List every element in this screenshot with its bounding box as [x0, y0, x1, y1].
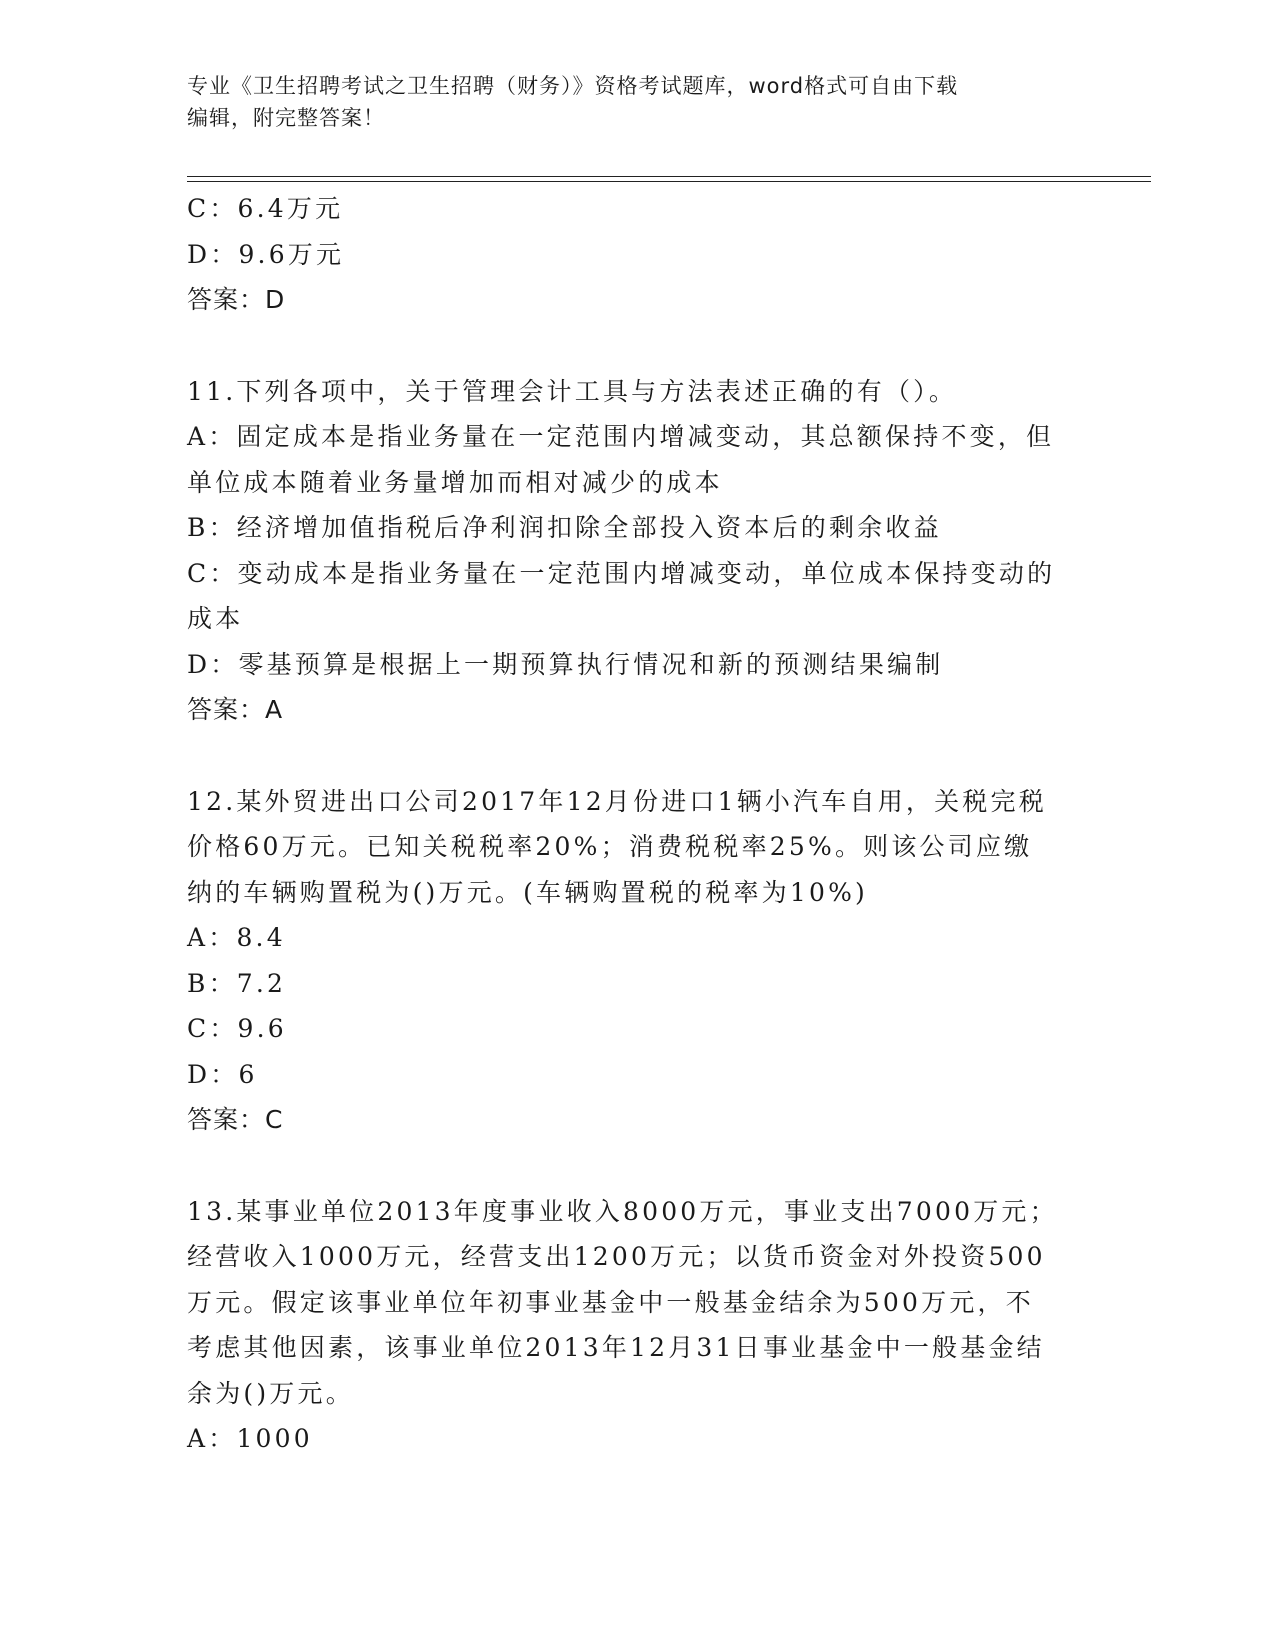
answer: 答案：A [187, 695, 284, 724]
option-b: B：7.2 [187, 968, 287, 998]
question-stem-continued: 纳的车辆购置税为()万元。(车辆购置税的税率为10%) [187, 877, 868, 907]
option-c: C：6.4万元 [187, 194, 344, 223]
question-stem-continued: 价格60万元。已知关税税率20%；消费税税率25%。则该公司应缴 [187, 832, 1033, 861]
option-d: D：9.6万元 [187, 239, 345, 269]
question-11 [187, 369, 1087, 733]
option-c: C：9.6 [187, 1014, 287, 1043]
header-line-2: 编辑，附完整答案！ [187, 106, 385, 130]
question-stem: 11.下列各项中，关于管理会计工具与方法表述正确的有（）。 [187, 376, 958, 406]
spacer [187, 733, 1087, 779]
spacer [187, 1143, 1087, 1189]
answer: 答案：D [187, 285, 286, 314]
question-stem-continued: 万元。假定该事业单位年初事业基金中一般基金结余为500万元，不 [187, 1287, 1034, 1317]
header-divider-bottom [187, 181, 1151, 182]
option-d: D：零基预算是根据上一期预算执行情况和新的预测结果编制 [187, 649, 944, 679]
question-stem: 13.某事业单位2013年度事业收入8000万元，事业支出7000万元； [187, 1196, 1058, 1226]
option-d: D：6 [187, 1059, 258, 1089]
header-line-1: 专业《卫生招聘考试之卫生招聘（财务）》资格考试题库，word格式可自由下载 [187, 74, 959, 98]
question-12 [187, 779, 1087, 1143]
option-a: A：固定成本是指业务量在一定范围内增减变动，其总额保持不变，但 [187, 422, 1055, 451]
option-a: A：8.4 [187, 923, 286, 952]
question-stem-continued: 余为()万元。 [187, 1378, 354, 1408]
answer: 答案：C [187, 1105, 284, 1134]
question-13 [187, 1189, 1087, 1462]
option-c: C：变动成本是指业务量在一定范围内增减变动，单位成本保持变动的 [187, 558, 1056, 588]
previous-question [187, 186, 1087, 323]
page-header [187, 70, 1067, 134]
question-stem-continued: 经营收入1000万元，经营支出1200万元；以货币资金对外投资500 [187, 1242, 1046, 1271]
question-content [187, 186, 1087, 1462]
option-a: A：1000 [187, 1424, 313, 1453]
option-b: B：经济增加值指税后净利润扣除全部投入资本后的剩余收益 [187, 513, 942, 542]
header-divider-top [187, 176, 1151, 177]
question-stem: 12.某外贸进出口公司2017年12月份进口1辆小汽车自用，关税完税 [187, 786, 1047, 816]
question-stem-continued: 考虑其他因素，该事业单位2013年12月31日事业基金中一般基金结 [187, 1333, 1045, 1362]
option-a-continued: 单位成本随着业务量增加而相对减少的成本 [187, 467, 723, 497]
spacer [187, 323, 1087, 369]
option-c-continued: 成本 [187, 604, 244, 633]
